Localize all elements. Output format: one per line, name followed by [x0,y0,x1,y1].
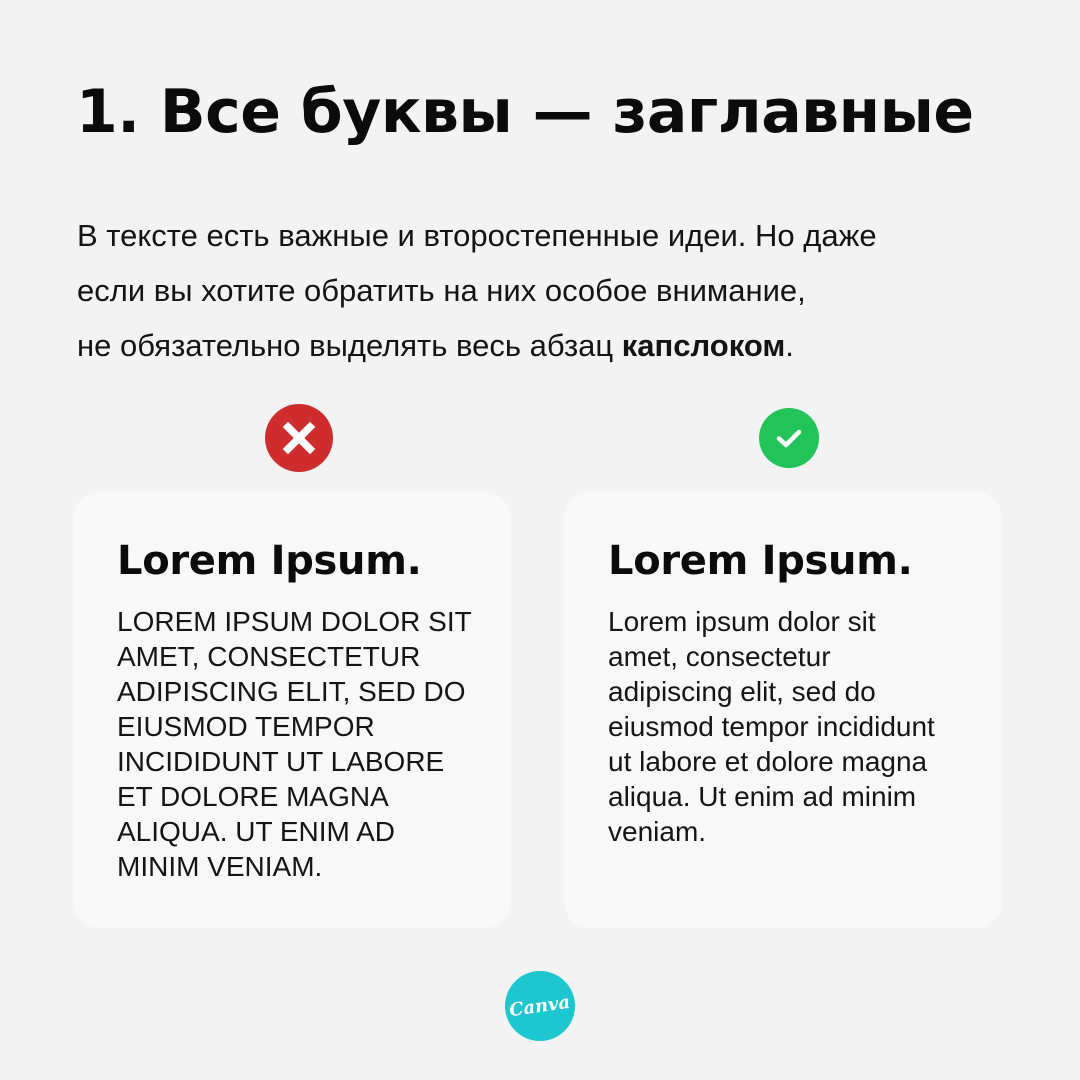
card-body-line: ADIPISCING ELIT, SED DO [117,676,466,707]
check-circle-icon [759,408,819,468]
canva-logo-text: Canva [508,991,572,1021]
intro-paragraph [77,208,1037,373]
card-body-line: MINIM VENIAM. [117,851,323,882]
card-body-line: ut labore et dolore magna [608,746,928,777]
card-body-line: EIUSMOD TEMPOR [117,711,375,742]
intro-line: В тексте есть важные и второстепенные идеи. Но даже [77,218,877,253]
card-body-line: aliqua. Ut enim ad minim [608,781,917,812]
card-title: Lorem Ipsum. [608,538,913,584]
x-mark-glyph [281,420,317,456]
intro-line: если вы хотите обратить на них особое внимание, [77,273,806,308]
card-body-line: ALIQUA. UT ENIM AD [117,816,395,847]
card-body-line: AMET, CONSECTETUR [117,641,421,672]
page-title: 1. Все буквы — заглавные [76,77,974,147]
check-mark-glyph [773,422,805,454]
x-circle-icon [265,404,333,472]
intro-line [77,318,1037,373]
intro-line-suffix: . [785,328,794,363]
intro-emphasis: капслоком [621,328,786,363]
card-body-line: eiusmod tempor incididunt [608,711,935,742]
card-body-line: adipiscing elit, sed do [608,676,876,707]
card-body-line: ET DOLORE MAGNA [117,781,389,812]
intro-line-prefix: не обязательно выделять весь абзац [77,328,622,363]
card-body-line: Lorem ipsum dolor sit [608,606,876,637]
card-body-normal [608,604,978,849]
right-example-card [564,492,1002,928]
card-body-line: veniam. [608,816,707,847]
card-body-line: LOREM IPSUM DOLOR SIT [117,606,472,637]
card-body-line: amet, consectetur [608,641,831,672]
card-body-caps [117,604,487,884]
card-body-line: INCIDIDUNT UT LABORE [117,746,445,777]
canva-logo [505,971,575,1041]
wrong-example-card [73,492,511,928]
card-title: Lorem Ipsum. [117,538,422,584]
